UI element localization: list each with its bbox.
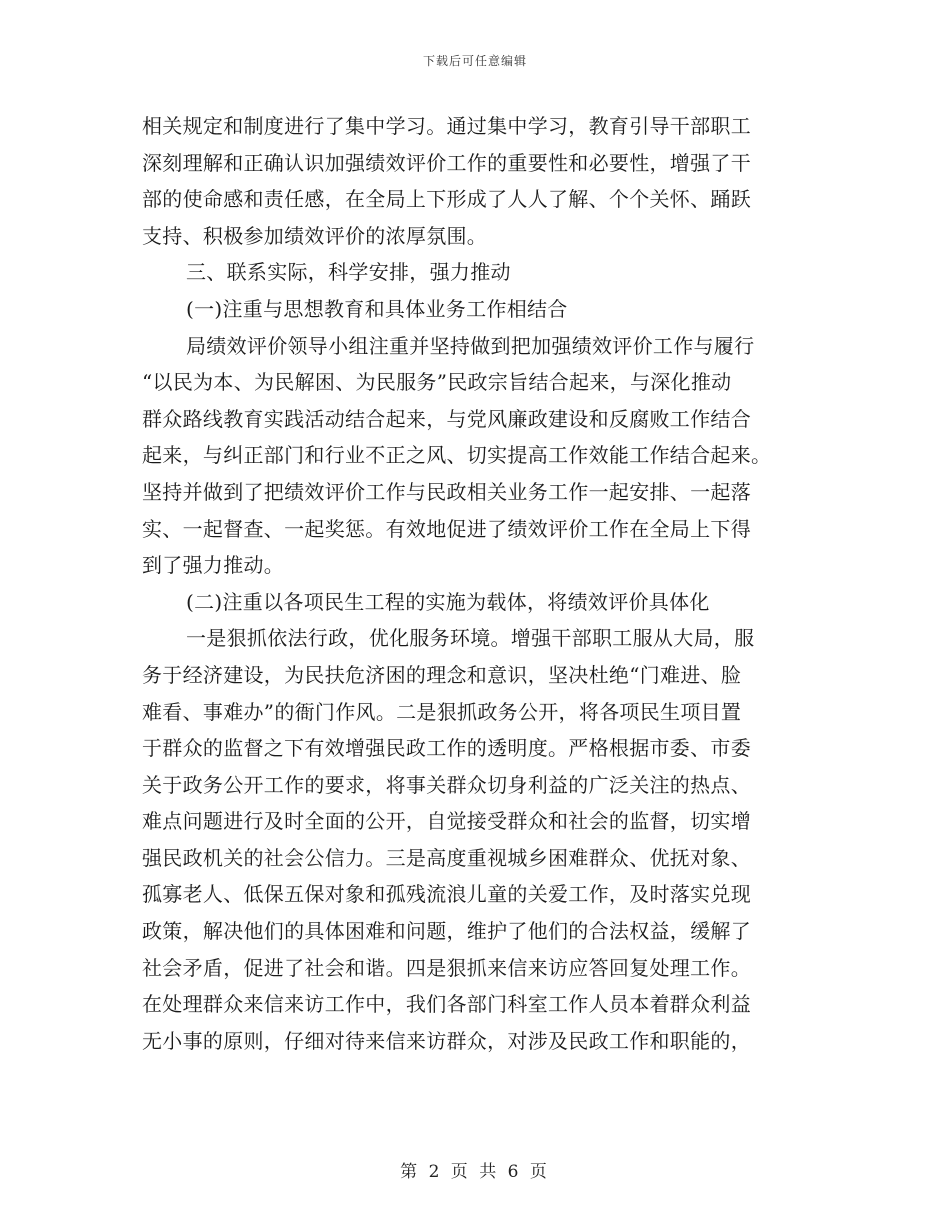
text-line: “以民为本、为民解困、为民服务”民政宗旨结合起来，与深化推动 (142, 370, 732, 395)
text-line: 强民政机关的社会公信力。三是高度重视城乡困难群众、优抚对象、 (142, 845, 751, 870)
text-line: 孤寡老人、低保五保对象和孤残流浪儿童的关爱工作，及时落实兑现 (142, 882, 751, 907)
text-line: 深刻理解和正确认识加强绩效评价工作的重要性和必要性，增强了干 (142, 150, 751, 175)
text-line: 三、联系实际，科学安排，强力推动 (186, 260, 511, 285)
document-body (142, 108, 808, 1059)
text-line: 无小事的原则，仔细对待来信来访群众，对涉及民政工作和职能的， (142, 1028, 751, 1053)
text-line: 关于政务公开工作的要求，将事关群众切身利益的广泛关注的热点、 (142, 772, 751, 797)
text-line: 坚持并做到了把绩效评价工作与民政相关业务工作一起安排、一起落 (142, 479, 751, 504)
text-line: 政策，解决他们的具体困难和问题，维护了他们的合法权益，缓解了 (142, 919, 751, 944)
text-line: 起来，与纠正部门和行业不正之风、切实提高工作效能工作结合起来。 (142, 443, 772, 468)
text-line: 难点问题进行及时全面的公开，自觉接受群众和社会的监督，切实增 (142, 809, 751, 834)
page-header: 下载后可任意编辑 (422, 54, 527, 68)
text-line: 于群众的监督之下有效增强民政工作的透明度。严格根据市委、市委 (142, 736, 751, 761)
text-line: 局绩效评价领导小组注重并坚持做到把加强绩效评价工作与履行 (186, 333, 755, 358)
text-line: 实、一起督查、一起奖惩。有效地促进了绩效评价工作在全局上下得 (142, 516, 751, 541)
text-line: 相关规定和制度进行了集中学习。通过集中学习，教育引导干部职工 (142, 114, 751, 138)
text-line: 部的使命感和责任感，在全局上下形成了人人了解、个个关怀、踊跃 (142, 187, 751, 212)
text-line: 难看、事难办”的衙门作风。二是狠抓政务公开，将各项民生项目置 (142, 699, 742, 724)
text-line: 支持、积极参加绩效评价的浓厚氛围。 (142, 223, 488, 248)
text-line: 到了强力推动。 (142, 553, 285, 578)
text-line: 务于经济建设，为民扶危济困的理念和意识，坚决杜绝“门难进、脸 (142, 662, 742, 687)
text-line: 在处理群众来信来访工作中，我们各部门科室工作人员本着群众利益 (142, 992, 751, 1017)
text-line: 群众路线教育实践活动结合起来，与党风廉政建设和反腐败工作结合 (142, 406, 751, 431)
text-line: 社会矛盾，促进了社会和谐。四是狠抓来信来访应答回复处理工作。 (142, 955, 751, 980)
text-line: (二)注重以各项民生工程的实施为载体，将绩效评价具体化 (186, 589, 710, 614)
page-footer: 第 2 页 共 6 页 (400, 1162, 550, 1182)
text-line: 一是狠抓依法行政，优化服务环境。增强干部职工服从大局，服 (186, 626, 755, 651)
text-line: (一)注重与思想教育和具体业务工作相结合 (186, 296, 568, 321)
